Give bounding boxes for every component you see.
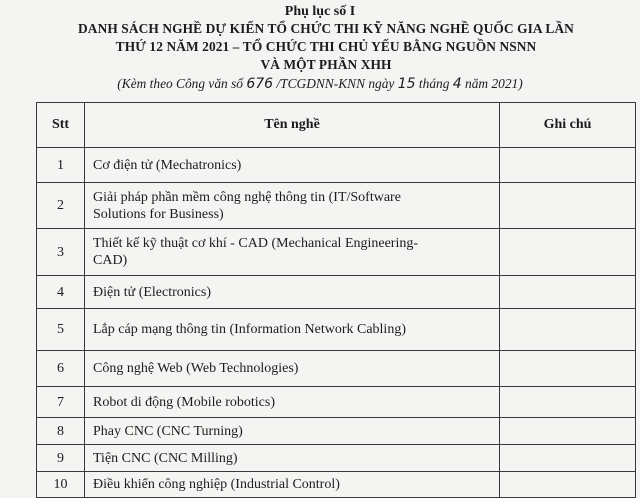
document-subtitle	[0, 76, 640, 92]
row-note	[500, 351, 636, 387]
occupation-name-line: Phay CNC (CNC Turning)	[93, 423, 243, 439]
row-note	[500, 387, 636, 418]
table-row	[37, 387, 636, 418]
table-row	[37, 445, 636, 472]
document-title	[20, 20, 632, 74]
row-stt: 3	[37, 229, 85, 276]
table-row	[37, 418, 636, 445]
row-stt: 9	[37, 445, 85, 472]
handwritten-doc-number: 676	[246, 76, 274, 92]
table-row	[37, 309, 636, 351]
row-occupation-name	[85, 351, 500, 387]
subtitle-prefix: (Kèm theo Công văn số	[117, 76, 247, 91]
table-row	[37, 472, 636, 498]
occupation-name-line: Solutions for Business)	[93, 206, 224, 222]
occupation-name-line: CAD)	[93, 253, 128, 268]
column-header-name: Tên nghề	[85, 103, 500, 148]
table-header-row	[37, 103, 636, 148]
row-occupation-name	[85, 472, 500, 498]
row-stt: 1	[37, 148, 85, 183]
occupation-name-line: Robot di động (Mobile robotics)	[93, 394, 275, 410]
occupation-name-line: Điện tử (Electronics)	[93, 284, 211, 300]
appendix-label: Phụ lục số I	[284, 4, 356, 19]
title-line: VÀ MỘT PHẦN XHH	[260, 57, 392, 72]
row-note	[500, 472, 636, 498]
row-stt: 5	[37, 309, 85, 351]
occupation-name-line: Công nghệ Web (Web Technologies)	[93, 361, 299, 376]
row-occupation-name	[85, 229, 500, 276]
title-line: THỨ 12 NĂM 2021 – TỔ CHỨC THI CHỦ YẾU BẰNG NGUỒN NSNN	[115, 39, 537, 54]
occupation-name-line: Cơ điện tử (Mechatronics)	[93, 157, 242, 173]
row-occupation-name	[85, 183, 500, 229]
table-row	[37, 183, 636, 229]
occupation-table	[36, 102, 636, 498]
table-row	[37, 351, 636, 387]
row-note	[500, 309, 636, 351]
title-line: DANH SÁCH NGHỀ DỰ KIẾN TỔ CHỨC THI KỸ NĂNG NGHỀ QUỐC GIA LẦN	[78, 21, 574, 36]
occupation-name-line: Tiện CNC (CNC Milling)	[93, 450, 238, 466]
row-occupation-name	[85, 445, 500, 472]
row-stt: 4	[37, 276, 85, 309]
subtitle-month-label: tháng	[415, 76, 453, 91]
table-row	[37, 229, 636, 276]
column-header-note: Ghi chú	[500, 103, 636, 148]
row-occupation-name	[85, 148, 500, 183]
row-occupation-name	[85, 387, 500, 418]
occupation-name-line: Thiết kế kỹ thuật cơ khí - CAD (Mechanical Engineering-	[93, 236, 419, 251]
row-occupation-name	[85, 276, 500, 309]
handwritten-month: 4	[452, 76, 462, 92]
table-row	[37, 276, 636, 309]
table-row	[37, 148, 636, 183]
row-note	[500, 418, 636, 445]
handwritten-day: 15	[397, 76, 416, 92]
subtitle-suffix: năm 2021)	[461, 76, 523, 91]
table-body	[37, 148, 636, 498]
row-occupation-name	[85, 418, 500, 445]
row-note	[500, 445, 636, 472]
row-occupation-name	[85, 309, 500, 351]
row-note	[500, 229, 636, 276]
row-note	[500, 183, 636, 229]
occupation-name-line: Lắp cáp mạng thông tin (Information Network Cabling)	[93, 322, 406, 337]
row-stt: 7	[37, 387, 85, 418]
column-header-stt: Stt	[37, 103, 85, 148]
row-note	[500, 148, 636, 183]
row-stt: 10	[37, 472, 85, 498]
row-note	[500, 276, 636, 309]
row-stt: 2	[37, 183, 85, 229]
subtitle-middle: /TCGDNN-KNN ngày	[273, 76, 398, 91]
row-stt: 6	[37, 351, 85, 387]
occupation-name-line: Giải pháp phần mềm công nghệ thông tin (IT/Software	[93, 189, 401, 205]
row-stt: 8	[37, 418, 85, 445]
occupation-name-line: Điều khiển công nghiệp (Industrial Control)	[93, 477, 340, 492]
